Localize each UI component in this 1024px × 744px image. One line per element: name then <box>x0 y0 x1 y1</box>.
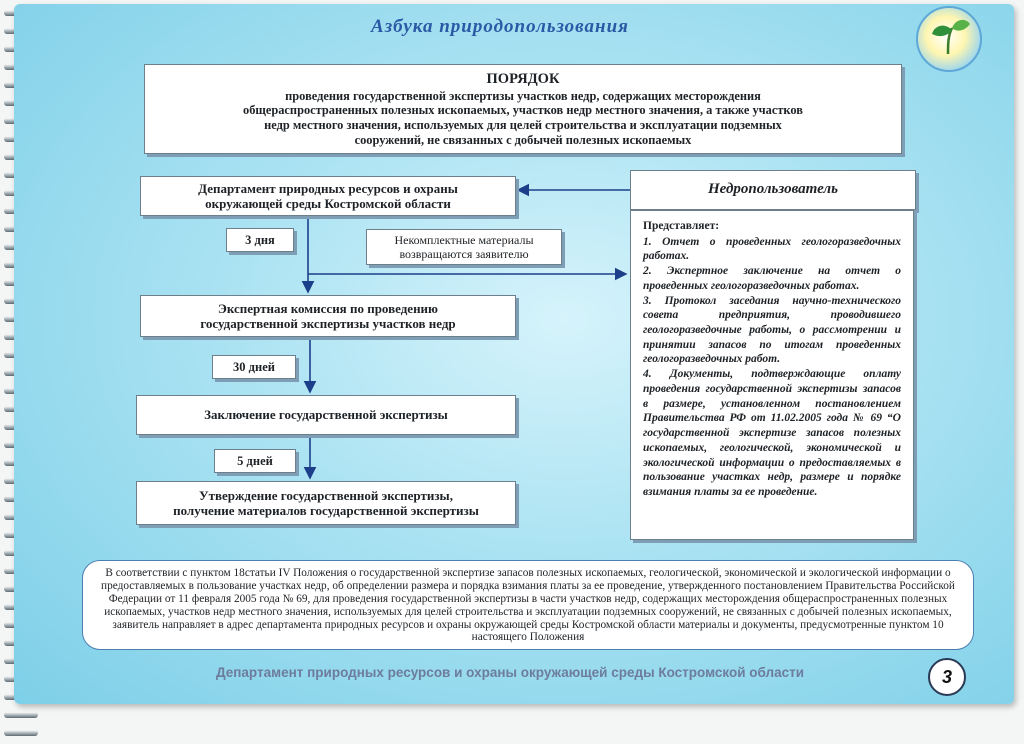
approval-box <box>136 481 516 525</box>
incomplete-materials-box <box>366 229 562 265</box>
requirement-item: 3. Протокол заседания научно-технического совета предприятия, проводившего геологоразведочные работы, о рассмотрении и принятии запасов по итогам проведенных геологоразведочных работ. <box>643 294 901 366</box>
subsoil-user-requirements <box>630 210 914 540</box>
leaf-logo-icon <box>916 6 982 72</box>
expert-commission-box <box>140 295 516 337</box>
footer-department-name: Департамент природных ресурсов и охраны окружающей среды Костромской области <box>215 665 805 680</box>
subsoil-user-title: Недропользователь <box>630 170 916 210</box>
requirement-item: 4. Документы, подтверждающие оплату проведения государственной экспертизы запасов в размере, установленном постановлением Правительства РФ от 11.02.2005 года № 69 “О государственной экспертизе запасов полезных ископаемых, геологической, экономической и экологической информации о предоставляемых в пользование участках недр, размере и порядке взимания платы за ее проведение. <box>643 368 901 498</box>
order-line: недр местного значения, используемых для целей строительства и эксплуатации подземных <box>264 118 782 133</box>
department-line: окружающей среды Костромской области <box>205 196 451 211</box>
page-number: 3 <box>928 658 966 696</box>
approval-line: Утверждение государственной экспертизы, <box>199 487 453 503</box>
binding-ring <box>4 712 38 718</box>
conclusion-box: Заключение государственной экспертизы <box>136 395 516 435</box>
incomplete-line: Некомплектные материалы <box>394 232 534 247</box>
order-line: общераспространенных полезных ископаемых, участков недр местного значения, а также участков <box>243 103 803 118</box>
approval-line: получение материалов государственной экспертизы <box>173 503 479 518</box>
requirement-item: 1. Отчет о проведенных геологоразведочных работах. <box>643 235 901 263</box>
order-title: ПОРЯДОК <box>486 70 560 87</box>
page-header-title: Азбука природопользования <box>371 16 629 37</box>
commission-line: государственной экспертизы участков недр <box>200 316 456 331</box>
requirements-lead: Представляет: <box>643 220 720 232</box>
order-line: проведения государственной экспертизы участков недр, содержащих месторождения <box>285 88 761 103</box>
days-3-label: 3 дня <box>226 228 294 252</box>
department-box <box>140 176 516 216</box>
legal-note: В соответствии с пунктом 18статьи IV Положения о государственной экспертизе запасов полезных ископаемых, геологической, экономической и экологической информации о предоставляемых в пользование участках недр, об определении размера и порядка взимания платы за ее проведение, утвержденного постановлением Правительства Российской Федерации от 11 февраля 2005 года № 69, для проведения государственной экспертизы в части участков недр, содержащих месторождения общераспространенных полезных ископаемых, участков недр местного значения, используемых для целей строительства и эксплуатации подземных сооружений, не связанных с добычей полезных ископаемых, заявитель направляет в адрес департамента природных ресурсов и охраны окружающей среды Костромской области материалы и документы, предусмотренные пунктом 10 настоящего Положения <box>82 560 974 650</box>
days-5-label: 5 дней <box>214 449 296 473</box>
commission-line: Экспертная комиссия по проведению <box>218 300 438 316</box>
department-line: Департамент природных ресурсов и охраны <box>198 180 458 196</box>
order-title-box <box>144 64 902 154</box>
order-line: сооружений, не связанных с добычей полезных ископаемых <box>354 132 692 147</box>
incomplete-line: возвращаются заявителю <box>399 247 529 261</box>
requirement-item: 2. Экспертное заключение на отчет о проведенных геологоразведочных работах. <box>643 265 901 292</box>
days-30-label: 30 дней <box>212 355 296 379</box>
binding-ring <box>4 730 38 736</box>
